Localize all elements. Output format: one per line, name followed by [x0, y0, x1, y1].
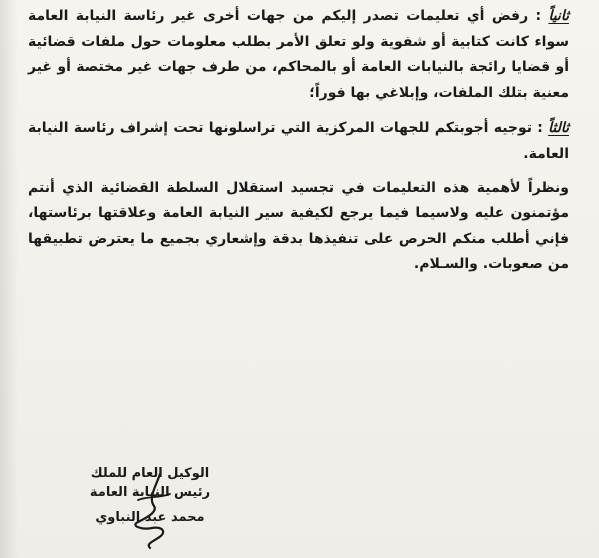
paragraph-second-heading: ثانياً — [548, 8, 569, 24]
paragraph-closing-text: ونظراً لأهمية هذه التعليمات في تجسيد استقلال السلطة القضائية الذي أنتم مؤتمنون عليه ولاسيما فيما يرجع لكيفية سير النيابة العامة وعلاقتها برئاستها، فإني أطلب منكم الحرص على تنفيذها بدقة وإشعاري بجميع ما يعترض تطبيقها من صعوبات. والسـلام. — [28, 179, 569, 273]
paragraph-third — [28, 116, 569, 167]
signature-title-line2: رئيس النيابة العامة — [89, 485, 211, 500]
paragraph-third-text: : توجيه أجوبتكم للجهات المركزية التي تراسلونها تحت إشراف رئاسة النيابة العامة. — [28, 120, 569, 162]
page-edge-shadow — [0, 0, 18, 558]
letter-body — [28, 4, 569, 278]
paragraph-second — [28, 4, 569, 106]
signature-name: محمد عبد النباوي — [95, 510, 205, 525]
paragraph-closing — [28, 176, 569, 278]
signature-block — [70, 464, 230, 527]
paragraph-second-text: : رفض أي تعليمات تصدر إليكم من جهات أخرى غير رئاسة النيابة العامة سواء كانت كتابية أو شفوية ولو تعلق الأمر بطلب معلومات حول ملفات قضائية أو قضايا رائجة بالنيابات العامة أو بالمحاكم، من طرف جهات غير مختصة أو غير معنية بتلك الملفات، وإبلاغي بها فوراً؛ — [28, 8, 569, 101]
paragraph-third-heading: ثالثاً — [548, 120, 569, 137]
signature-title-line1: الوكيل العام للملك — [90, 466, 210, 481]
